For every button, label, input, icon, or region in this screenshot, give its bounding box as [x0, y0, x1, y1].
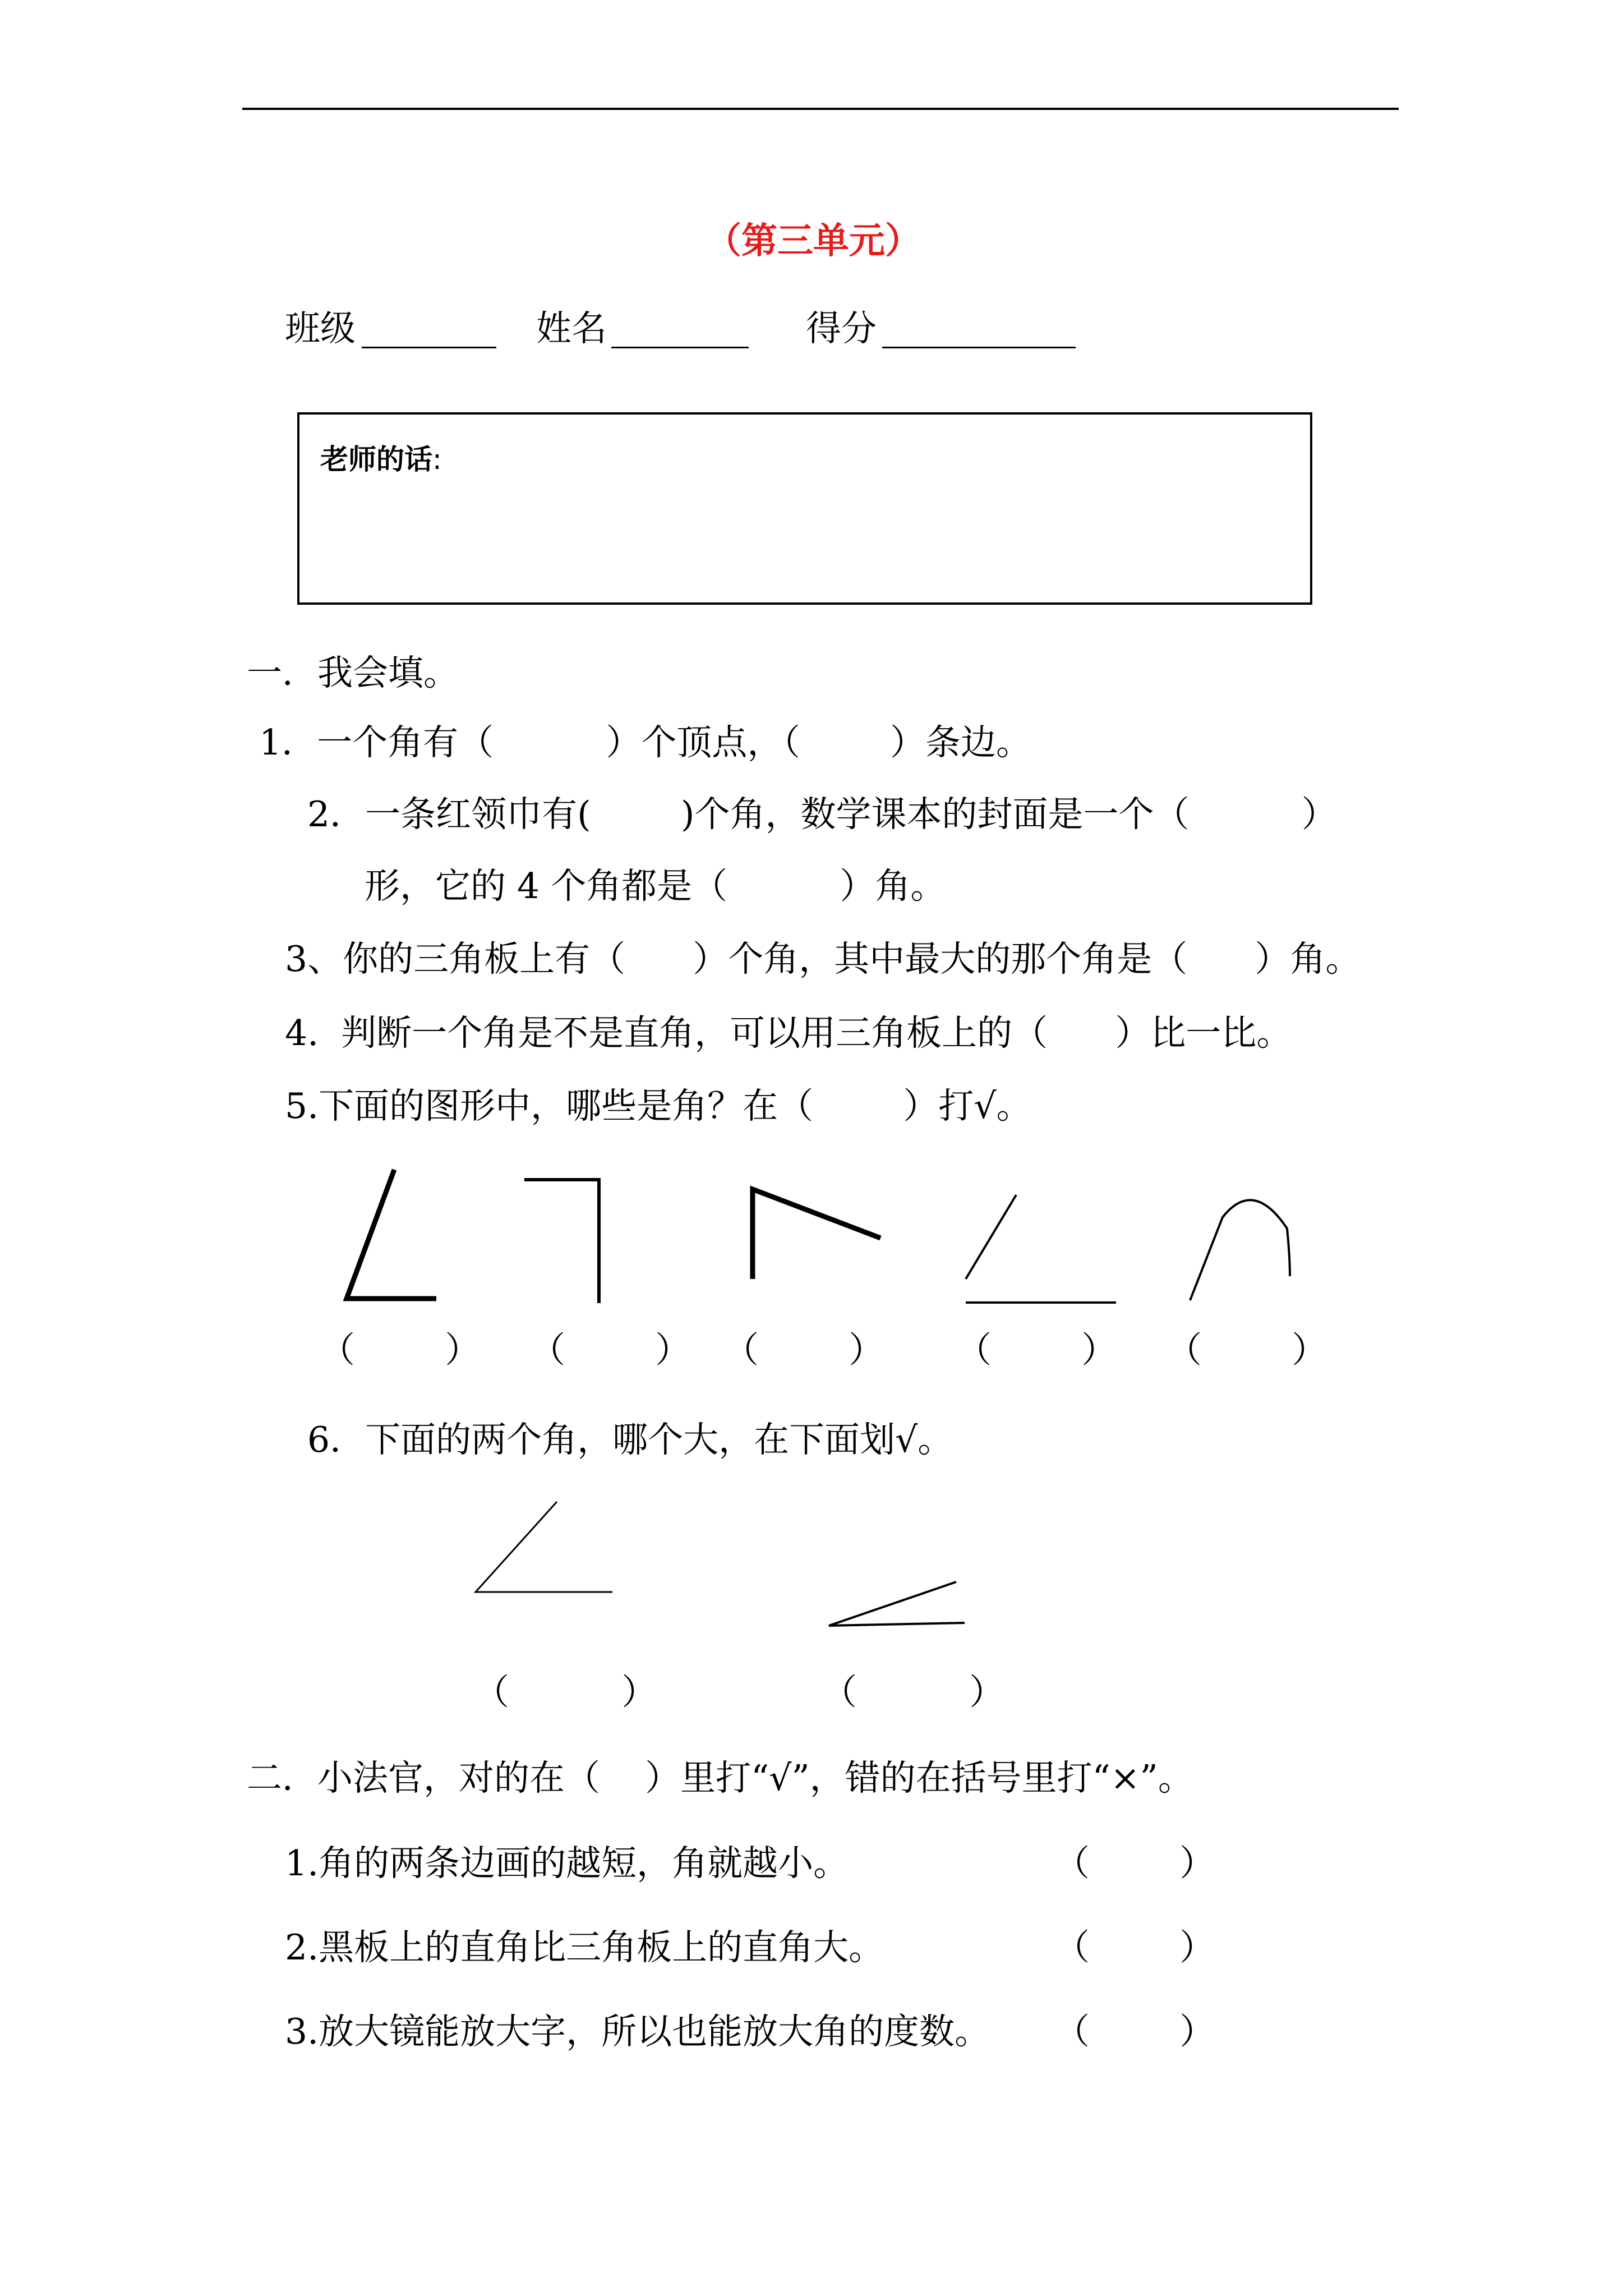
- question-4: 4. 判断一个角是不是直角，可以用三角板上的（ ）比一比。: [285, 1013, 1292, 1053]
- q5-answer-bracket-3[interactable]: （ ）: [723, 1329, 884, 1370]
- section1-heading: 一．我会填。: [247, 652, 459, 693]
- section2-heading: 二．小法官，对的在（ ）里打“√”，错的在括号里打“×”。: [247, 1757, 1193, 1798]
- teacher-note-colon: :: [432, 443, 442, 476]
- q5-answer-bracket-1[interactable]: （ ）: [320, 1329, 481, 1370]
- judge-item-1-text: 1.角的两条边画的越短，角就越小。: [285, 1843, 849, 1884]
- figure-angle-1: [347, 1170, 436, 1299]
- question-2-line-2: 形，它的 4 个角都是（ ）角。: [365, 866, 946, 907]
- question-5: 5.下面的图形中，哪些是角？在（ ）打√。: [285, 1085, 1032, 1126]
- question-6: 6．下面的两个角，哪个大，在下面划√。: [307, 1419, 953, 1460]
- judge-item-2-text: 2.黑板上的直角比三角板上的直角大。: [285, 1927, 884, 1968]
- judge-item-2-bracket[interactable]: （ ）: [1054, 1927, 1215, 1968]
- q5-answer-bracket-2[interactable]: （ ）: [530, 1329, 691, 1370]
- q6-answer-bracket-left[interactable]: （ ）: [474, 1672, 657, 1713]
- q5-answer-bracket-5[interactable]: （ ）: [1166, 1329, 1327, 1370]
- figure-angle-3: [753, 1189, 880, 1279]
- question-3: 3、你的三角板上有（ ）个角，其中最大的那个角是（ ）角。: [285, 938, 1361, 979]
- q5-answer-bracket-4[interactable]: （ ）: [956, 1329, 1117, 1370]
- name-label: 姓名: [536, 308, 607, 349]
- class-label: 班级: [285, 308, 356, 349]
- unit-title: （第三单元）: [706, 220, 921, 262]
- judge-item-1-bracket[interactable]: （ ）: [1054, 1843, 1215, 1884]
- figure-curved-shape-5: [1190, 1200, 1290, 1300]
- question-2-line-1: 2．一条红领巾有( )个角，数学课本的封面是一个（ ）: [307, 794, 1337, 835]
- question-1: 1．一个角有（ ）个顶点，（ ）条边。: [259, 722, 1032, 763]
- judge-item-3-text: 3.放大镜能放大字，所以也能放大角的度数。: [285, 2011, 990, 2052]
- figure-angle-right: [829, 1582, 965, 1626]
- figure-angle-left: [476, 1502, 612, 1592]
- figure-separate-lines-4a: [966, 1195, 1016, 1279]
- teacher-note-label-text: 老师的话: [320, 443, 432, 476]
- judge-item-3-bracket[interactable]: （ ）: [1054, 2011, 1215, 2052]
- score-label: 得分: [806, 308, 877, 349]
- figure-open-shape-2: [524, 1180, 599, 1303]
- q6-answer-bracket-right[interactable]: （ ）: [822, 1672, 1005, 1713]
